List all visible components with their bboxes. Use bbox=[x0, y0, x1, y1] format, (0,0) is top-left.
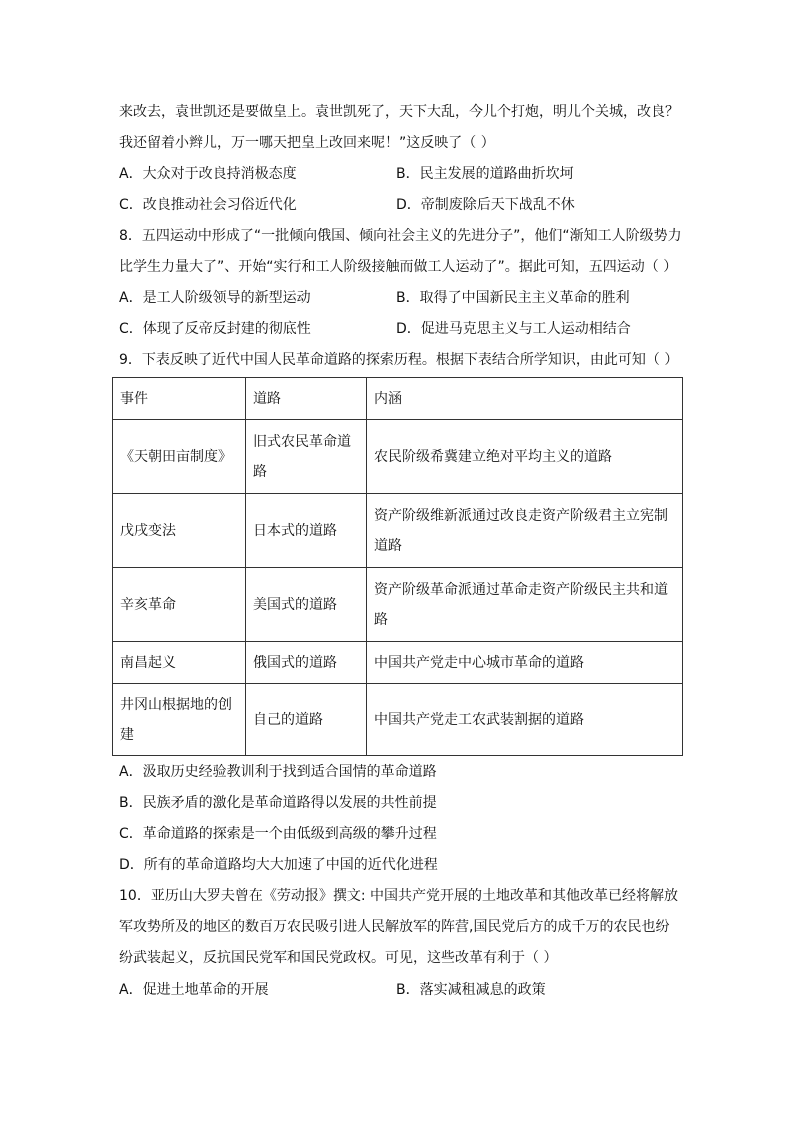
table-header-cell: 道路 bbox=[246, 378, 367, 420]
q10-stem-line-1: 10．亚历山大罗夫曾在《劳动报》撰文: 中国共产党开展的土地改革和其他改革已经将解放 bbox=[119, 888, 678, 904]
table-cell: 中国共产党走工农武装割据的道路 bbox=[367, 684, 683, 756]
table-cell: 美国式的道路 bbox=[246, 568, 367, 642]
table-cell: 井冈山根据地的创建 bbox=[113, 684, 246, 756]
q8-option-a: A．是工人阶级领导的新型运动 bbox=[119, 290, 311, 306]
table-cell: 农民阶级希冀建立绝对平均主义的道路 bbox=[367, 420, 683, 494]
table-row bbox=[113, 684, 683, 756]
q10-stem-line-2: 军攻势所及的地区的数百万农民吸引进人民解放军的阵营,国民党后方的成千万的农民也纷 bbox=[119, 919, 670, 935]
table-row bbox=[113, 642, 683, 684]
q8-option-d: D．促进马克思主义与工人运动相结合 bbox=[396, 321, 631, 337]
table-row bbox=[113, 420, 683, 494]
q9-option-b: B．民族矛盾的激化是革命道路得以发展的共性前提 bbox=[119, 795, 437, 811]
table-cell: 资产阶级维新派通过改良走资产阶级君主立宪制道路 bbox=[367, 494, 683, 568]
table-cell: 资产阶级革命派通过革命走资产阶级民主共和道路 bbox=[367, 568, 683, 642]
q10-stem-line-3: 纷武装起义，反抗国民党军和国民党政权。可见，这些改革有利于（ ） bbox=[119, 950, 558, 966]
q7-option-c: C．改良推动社会习俗近代化 bbox=[119, 197, 297, 213]
q8-option-c: C．体现了反帝反封建的彻底性 bbox=[119, 321, 311, 337]
table-cell: 旧式农民革命道路 bbox=[246, 420, 367, 494]
q7-stem-line-2: 我还留着小辫儿，万一哪天把皇上改回来呢！”这反映了（ ） bbox=[119, 135, 495, 151]
table-header-cell: 内涵 bbox=[367, 378, 683, 420]
q7-option-d: D．帝制废除后天下战乱不休 bbox=[396, 197, 575, 213]
q8-stem-line-1: 8．五四运动中形成了“一批倾向俄国、倾向社会主义的先进分子”，他们“渐知工人阶级势力 bbox=[119, 228, 682, 244]
table-cell: 中国共产党走中心城市革命的道路 bbox=[367, 642, 683, 684]
q9-stem: 9．下表反映了近代中国人民革命道路的探索历程。根据下表结合所学知识，由此可知（ ） bbox=[119, 352, 679, 368]
q10-option-b: B．落实减租减息的政策 bbox=[396, 982, 546, 998]
q7-stem-line-1: 来改去，袁世凯还是要做皇上。袁世凯死了，天下大乱，今儿个打炮，明儿个关城，改良？ bbox=[119, 104, 679, 120]
table-cell: 日本式的道路 bbox=[246, 494, 367, 568]
table-cell: 辛亥革命 bbox=[113, 568, 246, 642]
table-cell: 戊戌变法 bbox=[113, 494, 246, 568]
table-cell: 《天朝田亩制度》 bbox=[113, 420, 246, 494]
q8-stem-line-2: 比学生力量大了”、开始“实行和工人阶级接触而做工人运动了”。据此可知，五四运动（ ） bbox=[119, 259, 678, 275]
q7-option-b: B．民主发展的道路曲折坎坷 bbox=[396, 166, 574, 182]
table-cell: 南昌起义 bbox=[113, 642, 246, 684]
q9-option-d: D．所有的革命道路均大大加速了中国的近代化进程 bbox=[119, 857, 438, 873]
table-header-cell: 事件 bbox=[113, 378, 246, 420]
table-row bbox=[113, 568, 683, 642]
q9-option-a: A．汲取历史经验教训利于找到适合国情的革命道路 bbox=[119, 764, 437, 780]
q7-option-a: A．大众对于改良持消极态度 bbox=[119, 166, 297, 182]
table-row bbox=[113, 494, 683, 568]
q9-option-c: C．革命道路的探索是一个由低级到高级的攀升过程 bbox=[119, 826, 437, 842]
q10-option-a: A．促进土地革命的开展 bbox=[119, 982, 269, 998]
q8-option-b: B．取得了中国新民主主义革命的胜利 bbox=[396, 290, 630, 306]
q9-table bbox=[112, 377, 683, 756]
table-cell: 俄国式的道路 bbox=[246, 642, 367, 684]
table-header-row bbox=[113, 378, 683, 420]
table-cell: 自己的道路 bbox=[246, 684, 367, 756]
